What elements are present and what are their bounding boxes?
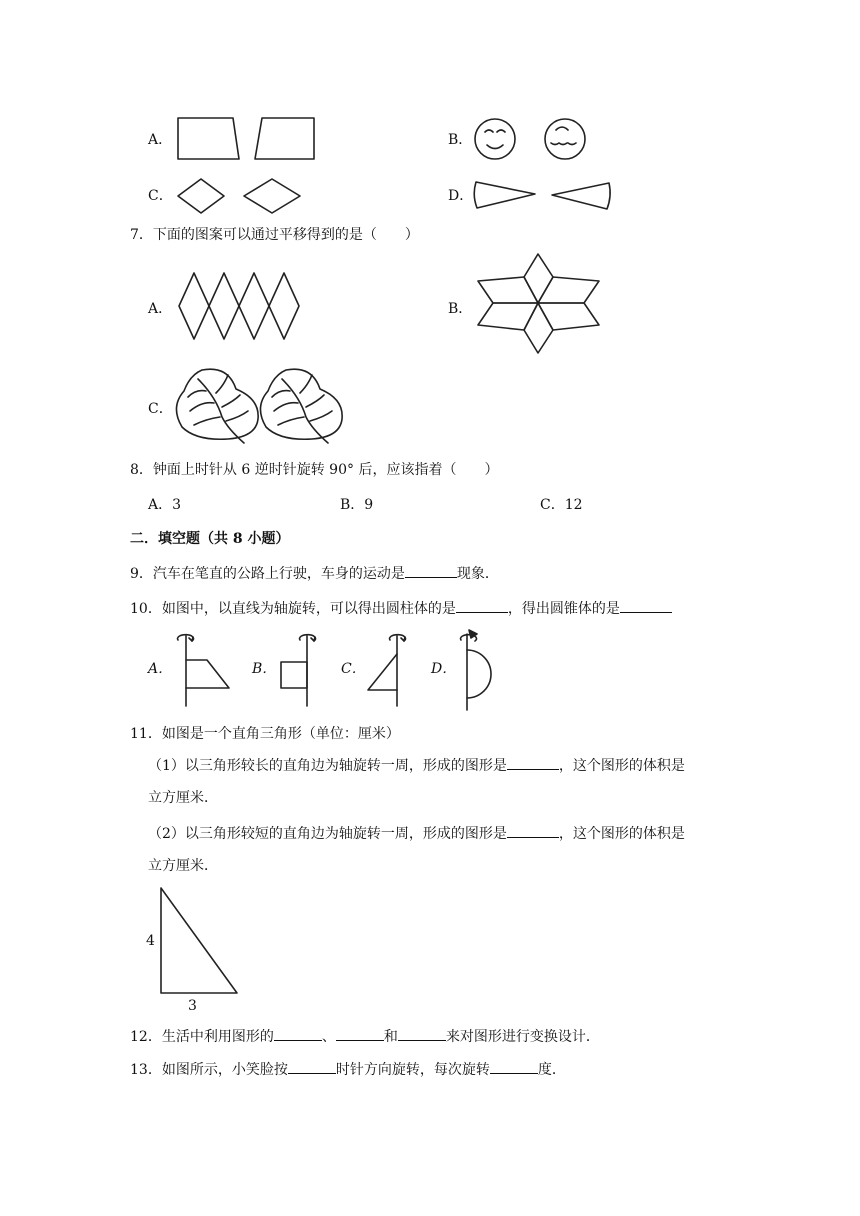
q11-side-base: 3: [188, 998, 197, 1014]
q11-part-1: （1）以三角形较长的直角边为轴旋转一周，形成的图形是 ，这个图形的体积是: [148, 755, 685, 775]
q11-question: 11．如图是一个直角三角形（单位：厘米）: [130, 726, 400, 742]
q11-side-vertical: 4: [146, 933, 155, 949]
q11-right-triangle: [145, 885, 245, 1010]
q10-label-c: C．: [341, 661, 366, 677]
q12-blank-2[interactable]: [336, 1026, 384, 1041]
q11-part-2-line2: 立方厘米．: [148, 858, 218, 874]
q10-cone-blank[interactable]: [620, 598, 672, 613]
q11-part1-shape-blank[interactable]: [507, 755, 559, 770]
q10-label-b: B．: [252, 661, 277, 677]
q6-option-b-figure: [472, 115, 597, 165]
q10-figure-a: [174, 630, 234, 710]
q10-question: 10．如图中，以直线为轴旋转，可以得出圆柱体的是 ，得出圆锥体的是: [130, 598, 672, 618]
q7-question: 7．下面的图案可以通过平移得到的是（ ）: [130, 227, 419, 243]
q6-option-b-label: B．: [448, 132, 473, 148]
q13-question: 13．如图所示，小笑脸按 时针方向旋转，每次旋转 度．: [130, 1059, 566, 1079]
q7-option-b-label: B．: [448, 301, 473, 317]
q6-option-a-label: A．: [148, 132, 173, 148]
q11-part2-shape-blank[interactable]: [507, 823, 559, 838]
q6-option-d-figure: [473, 178, 618, 214]
q7-option-b-figure: [475, 252, 605, 356]
q7-option-a-label: A．: [148, 301, 173, 317]
q12-blank-3[interactable]: [398, 1026, 446, 1041]
q12-blank-1[interactable]: [274, 1026, 322, 1041]
q6-option-a-figure: [175, 115, 325, 165]
q8-question: 8．钟面上时针从 6 逆时针旋转 90° 后，应该指着（ ）: [130, 462, 499, 478]
q8-option-b: B．9: [340, 497, 374, 513]
q10-label-d: D．: [431, 661, 457, 677]
section-2-heading: 二．填空题（共 8 小题）: [130, 531, 290, 547]
q9-question: 9．汽车在笔直的公路上行驶，车身的运动是 现象．: [130, 563, 499, 583]
q8-option-c: C．12: [540, 497, 583, 513]
q7-option-c-label: C．: [148, 401, 173, 417]
q10-cylinder-blank[interactable]: [456, 598, 508, 613]
q10-label-a: A．: [148, 661, 173, 677]
q13-degree-blank[interactable]: [490, 1059, 538, 1074]
q6-option-c-figure: [176, 177, 306, 217]
q10-figure-c: [364, 630, 409, 710]
q6-option-c-label: C．: [148, 188, 173, 204]
q13-direction-blank[interactable]: [288, 1059, 336, 1074]
q10-figure-b: [274, 630, 319, 710]
q6-option-d-label: D．: [448, 188, 474, 204]
q11-part-2: （2）以三角形较短的直角边为轴旋转一周，形成的图形是 ，这个图形的体积是: [148, 823, 685, 843]
q12-question: 12．生活中利用图形的 、 和 来对图形进行变换设计．: [130, 1026, 600, 1046]
q9-answer-blank[interactable]: [405, 563, 457, 578]
q11-part-1-line2: 立方厘米．: [148, 790, 218, 806]
q10-figure-d: [455, 628, 505, 712]
q7-option-c-figure: [176, 367, 356, 445]
q8-option-a: A．3: [148, 497, 182, 513]
q7-option-a-figure: [176, 270, 316, 342]
